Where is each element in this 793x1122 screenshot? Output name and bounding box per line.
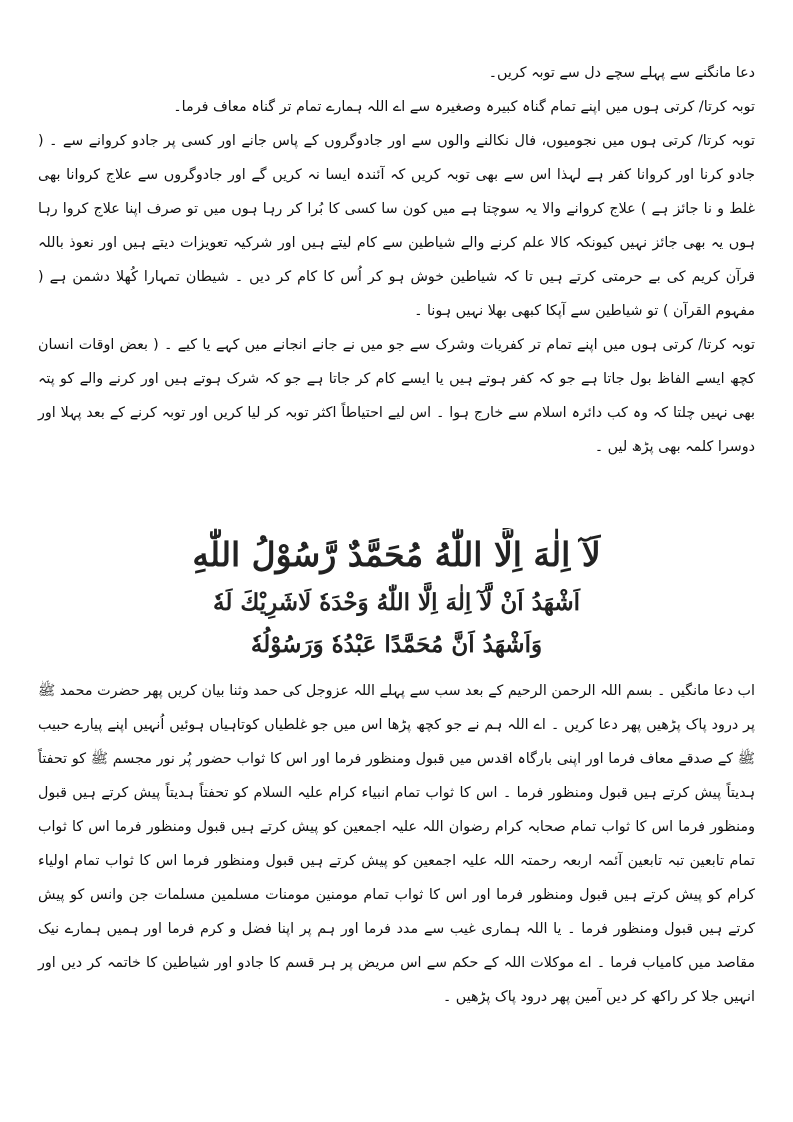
repentance-disbelief-shirk: توبہ کرتا/ کرتی ہوں میں اپنے تمام تر کفریات وشرک سے جو میں نے جانے انجانے میں کہے یا کیے ۔ ( بعض اوقات انسان کچھ ایسے الفاظ بول جاتا ہے جو کہ کفر ہوتے ہیں یا ایسے کام کر جاتا ہے جو کہ شرک ہوتے ہیں اور کرنے والے کو پتہ بھی نہیں چلتا کہ وہ کب دائرہ اسلام سے خارج ہوا ۔ اس لیے احتیاطاً اکثر توبہ کر لیا کریں اور توبہ کرنے کے بعد پہلا اور دوسرا کلمہ بھی پڑھ لیں ۔	[38, 337, 755, 455]
repentance-magic-astrology: توبہ کرتا/ کرتی ہوں میں نجومیوں، فال نکالنے والوں سے اور جادوگروں کے پاس جانے اور کسی پر جادو کروانے سے ۔ ( جادو کرنا اور کروانا کفر ہے لہذا اس سے بھی توبہ کریں کہ آئندہ ایسا نہ کریں گے اور جادوگروں سے علاج کروانا بھی غلط و نا جائز ہے ) علاج کروانے والا یہ سوچتا ہے میں کون سا کسی کا بُرا کر رہا ہوں میں تو صرف اپنا علاج کروا رہا ہوں یہ بھی جائز نہیں کیونکہ کالا علم کرنے والے شیاطین سے کام لیتے ہیں اور شرکیہ تعویزات دیتے ہیں اور نعوذ باللہ قرآن کریم کی بے حرمتی کرتے ہیں تا کہ شیاطین خوش ہو کر اُس کا کام کر دیں ۔ شیطان تمہارا کُھلا دشمن ہے ( مفہوم القرآن ) تو شیاطین سے آپکا کبھی بھلا نہیں ہونا ۔	[38, 133, 755, 319]
top-text-block	[38, 56, 755, 464]
kalima-calligraphy	[150, 528, 643, 668]
kalima-first-line: لَآ اِلٰهَ اِلَّا اللّٰهُ مُحَمَّدٌ رَّسُوْلُ اللّٰهِ	[192, 535, 601, 574]
kalima-third-line: وَاَشْهَدُ اَنَّ مُحَمَّدًا عَبْدُهٗ وَرَسُوْلُهٗ	[250, 631, 543, 658]
bottom-text-block	[38, 674, 755, 1014]
kalima-second-line: اَشْهَدُ اَنْ لَّآ اِلٰهَ اِلَّا اللّٰهُ وَحْدَهٗ لَاشَرِيْكَ لَهٗ	[212, 589, 581, 616]
repentance-major-minor-sins: توبہ کرتا/ کرتی ہوں میں اپنے تمام گناہ کبیرہ وصغیرہ سے اے اللہ ہمارے تمام تر گناہ معاف فرما۔	[173, 99, 755, 115]
intro-line: دعا مانگنے سے پہلے سچے دل سے توبہ کریں۔	[488, 65, 755, 81]
dua-paragraph: اب دعا مانگیں ۔ بسم اللہ الرحمن الرحیم کے بعد سب سے پہلے اللہ عزوجل کی حمد وثنا بیان کریں پھر حضرت محمد ﷺ پر درود پاک پڑھیں پھر دعا کریں ۔ اے اللہ ہم نے جو کچھ پڑھا اس میں جو غلطیاں کوتاہیاں ہوئیں اُنہیں اپنے پیارے حبیب ﷺ کے صدقے معاف فرما اور اپنی بارگاہ اقدس میں قبول ومنظور فرما اور اس کا ثواب حضور پُر نور مجسم ﷺ کو تحفتاً ہدیتاً پیش کرتے ہیں قبول ومنظور فرما ۔ اس کا ثواب تمام انبیاء کرام علیہ السلام کو تحفتاً ہدیتاً پیش کرتے ہیں قبول ومنظور فرما اس کا ثواب تمام صحابہ کرام رضوان اللہ علیہ اجمعین کو پیش کرتے ہیں قبول ومنظور فرما اس کا ثواب تمام تابعین تبہ تابعین آئمہ اربعہ رحمتہ اللہ علیہ اجمعین کو پیش کرتے ہیں قبول ومنظور فرما اس کا ثواب تمام اولیاء کرام کو پیش کرتے ہیں قبول ومنظور فرما اور اس کا ثواب تمام مومنین مومنات مسلمین مسلمات جن وانس کو پیش کرتے ہیں قبول ومنظور فرما ۔ یا اللہ ہماری غیب سے مدد فرما اور ہم پر اپنا فضل و کرم فرما اور ہمیں ہمارے نیک مقاصد میں کامیاب فرما ۔ اے موکلات اللہ کے حکم سے اس مریض پر ہر قسم کا جادو اور شیاطین کا خاتمہ کر دیں اور انہیں جلا کر راکھ کر دیں آمین پھر درود پاک پڑھیں ۔	[38, 683, 755, 1005]
